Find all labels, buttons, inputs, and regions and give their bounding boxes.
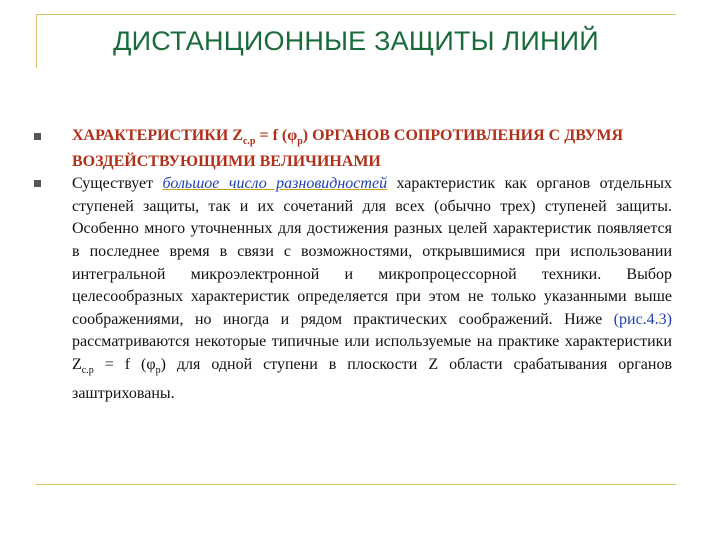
- bullet-item-body: [34, 173, 674, 405]
- square-bullet-icon: [34, 133, 41, 140]
- body-part-3: рассматриваются некоторые типичные или используемые на практике характеристики Z: [72, 333, 672, 373]
- figure-reference-link[interactable]: (рис.4.3): [613, 310, 672, 328]
- body-part-1: Существует: [72, 175, 163, 193]
- heading-suffix: ) ОРГАНОВ СОПРОТИВЛЕНИЯ С ДВУМЯ ВОЗДЕЙСТВУЮЩИМИ ВЕЛИЧИНАМИ: [72, 127, 624, 171]
- heading-mid: = f (φ: [255, 127, 298, 144]
- body-phi-subscript: р: [155, 365, 161, 377]
- body-part-4: = f (φ: [93, 355, 156, 373]
- slide-title: ДИСТАНЦИОННЫЕ ЗАЩИТЫ ЛИНИЙ: [113, 26, 599, 56]
- emphasis-text: большое число разновидностей: [162, 175, 388, 193]
- frame-bottom-line: [36, 484, 676, 485]
- heading-z-subscript: с.р: [242, 136, 256, 148]
- characteristics-heading: [72, 126, 674, 172]
- square-bullet-icon: [34, 180, 41, 187]
- body-part-5: ) для одной ступени в плоскости Z области срабатывания органов заштрихованы.: [72, 355, 672, 402]
- bullet-item-heading: [34, 126, 674, 172]
- body-part-2: характеристик как органов отдельных ступеней защиты, так и их сочетаний для всех (обычно трех) ступеней защиты. Особенно много уточненных для достижения разных целей характеристик появляется в последнее время в связи с возможностями, открывшимися при использовании интегральной микроэлектронной и микропроцессорной техники. Выбор целесообразных характеристик определяется при этом не только указанными выше соображениями, но иногда и рядом практических соображений. Ниже: [72, 175, 673, 328]
- body-z-subscript: с.р: [81, 365, 94, 377]
- heading-prefix: ХАРАКТЕРИСТИКИ Z: [72, 127, 243, 144]
- frame-top-line: [36, 14, 676, 15]
- bullet-list: [34, 126, 674, 405]
- heading-phi-subscript: р: [297, 136, 303, 148]
- body-paragraph: [72, 173, 674, 405]
